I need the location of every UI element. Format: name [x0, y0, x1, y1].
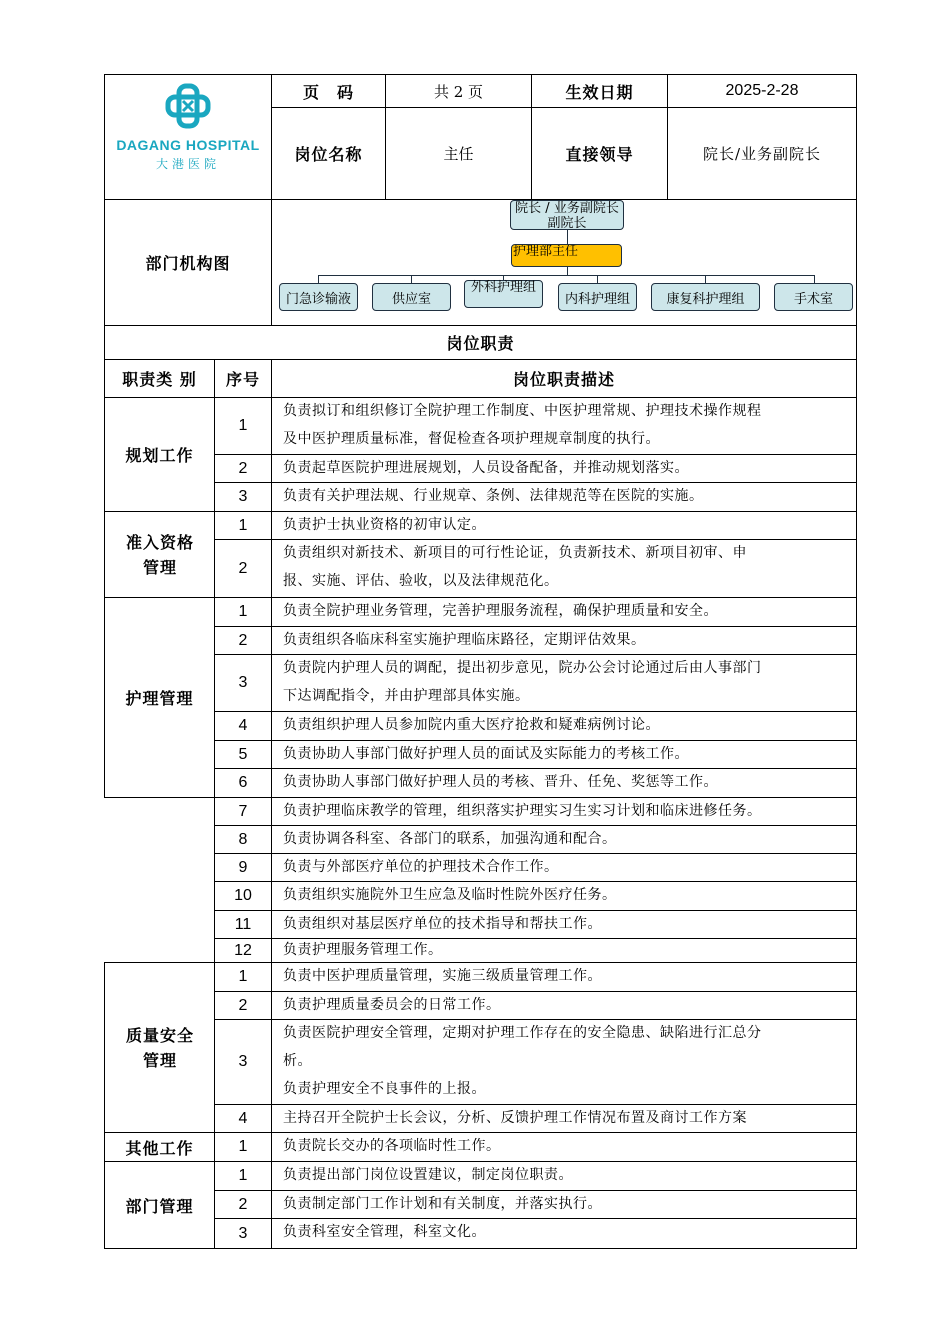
row-seq: 11	[234, 915, 252, 933]
org-chart-label: 部门机构图	[145, 254, 231, 273]
category-other: 其他工作	[125, 1138, 194, 1158]
org-unit-supply: 供应室	[372, 283, 451, 311]
row-seq: 1	[238, 417, 248, 434]
row-description: 负责制定部门工作计划和有关制度，并落实执行。	[283, 1196, 602, 1212]
row-description: 负责与外部医疗单位的护理技术合作工作。	[283, 859, 559, 875]
row-seq: 9	[238, 858, 248, 876]
row-seq: 10	[234, 887, 252, 904]
row-description: 负责全院护理业务管理，完善护理服务流程，确保护理质量和安全。	[283, 603, 718, 619]
category-access-label: 准入资格管理	[125, 532, 194, 577]
row-description: 负责协助人事部门做好护理人员的面试及实际能力的考核工作。	[283, 746, 689, 762]
org-unit-operating-room: 手术室	[774, 283, 853, 311]
row-description-line: 负责拟订和组织修订全院护理工作制度、中医护理常规、护理技术操作规程	[283, 403, 762, 419]
row-description: 负责组织实施院外卫生应急及临时性院外医疗任务。	[283, 887, 617, 903]
row-description	[283, 1019, 851, 1103]
row-description: 负责护理服务管理工作。	[283, 942, 443, 958]
row-description	[283, 539, 851, 595]
column-description: 岗位职责描述	[512, 370, 615, 389]
category-planning: 规划工作	[125, 446, 194, 465]
row-description: 负责有关护理法规、行业规章、条例、法律规范等在医院的实施。	[283, 488, 704, 504]
row-description: 负责中医护理质量管理，实施三级质量管理工作。	[283, 968, 602, 984]
row-seq: 1	[238, 1167, 248, 1184]
hospital-cross-icon	[165, 83, 211, 129]
row-description: 负责护理临床教学的管理，组织落实护理实习生实习计划和临床进修任务。	[283, 803, 762, 819]
hospital-logo	[110, 80, 266, 192]
row-description	[283, 654, 851, 710]
row-description: 负责协调各科室、各部门的联系，加强沟通和配合。	[283, 831, 617, 847]
position-name-label: 岗位名称	[294, 145, 363, 164]
row-seq: 2	[238, 459, 248, 477]
category-quality-label: 质量安全管理	[125, 1025, 194, 1070]
row-seq: 1	[238, 968, 248, 985]
row-seq: 1	[238, 1138, 248, 1155]
category-nursing: 护理管理	[125, 689, 194, 708]
duties-title: 岗位职责	[446, 334, 515, 353]
row-description: 负责组织对基层医疗单位的技术指导和帮扶工作。	[283, 916, 602, 932]
row-description: 负责院长交办的各项临时性工作。	[283, 1138, 501, 1154]
row-description-line: 负责组织对新技术、新项目的可行性论证，负责新技术、新项目初审、申	[283, 545, 747, 561]
row-seq: 2	[238, 631, 248, 649]
category-dept: 部门管理	[125, 1196, 194, 1216]
direct-leader-value: 院长/业务副院长	[702, 145, 822, 163]
row-seq: 3	[238, 674, 248, 691]
row-seq: 2	[238, 996, 248, 1014]
effective-date-label: 生效日期	[565, 82, 634, 102]
row-seq: 2	[238, 559, 248, 577]
row-description-line: 负责医院护理安全管理，定期对护理工作存在的安全隐患、缺陷进行汇总分	[283, 1025, 762, 1041]
row-description: 负责协助人事部门做好护理人员的考核、晋升、任免、奖惩等工作。	[283, 774, 718, 790]
org-unit-surgery-nursing	[464, 280, 543, 308]
row-seq: 1	[238, 603, 248, 620]
row-description: 负责组织各临床科室实施护理临床路径，定期评估效果。	[283, 632, 646, 648]
row-description: 负责提出部门岗位设置建议，制定岗位职责。	[283, 1167, 573, 1183]
row-seq: 7	[238, 802, 248, 820]
row-description	[283, 397, 851, 453]
row-seq: 4	[238, 1109, 248, 1127]
org-unit-emergency: 门急诊输液	[279, 283, 358, 311]
org-unit-internal-nursing: 内科护理组	[558, 283, 637, 311]
page-value: 共 2 页	[433, 82, 484, 101]
logo-name-en: DAGANG HOSPITAL	[116, 137, 260, 153]
category-access	[118, 512, 202, 597]
row-seq: 3	[238, 1053, 248, 1070]
row-description: 负责组织护理人员参加院内重大医疗抢救和疑难病例讨论。	[283, 717, 660, 733]
org-node-director	[510, 200, 624, 230]
org-node-director-label: 院长 / 业务副院长副院长	[515, 201, 619, 230]
row-description: 负责起草医院护理进展规划，人员设备配备，并推动规划落实。	[283, 460, 689, 476]
category-quality	[118, 963, 202, 1132]
row-description-line: 负责护理安全不良事件的上报。	[283, 1081, 486, 1097]
row-description: 负责护理质量委员会的日常工作。	[283, 997, 501, 1013]
org-unit-rehab-nursing: 康复科护理组	[651, 283, 760, 311]
column-category: 职责类 别	[122, 370, 197, 389]
logo-name-cn: 大港医院	[155, 157, 220, 171]
org-node-nursing-head	[511, 244, 622, 267]
effective-date-value: 2025-2-28	[725, 82, 799, 99]
row-description-line: 下达调配指令，并由护理部具体实施。	[283, 688, 530, 704]
row-description-line: 负责院内护理人员的调配，提出初步意见，院办公会讨论通过后由人事部门	[283, 660, 762, 676]
row-seq: 2	[238, 1195, 248, 1213]
row-description-line: 析。	[283, 1053, 312, 1069]
row-seq: 3	[238, 488, 248, 505]
page-label: 页 码	[302, 82, 354, 102]
row-description-line: 及中医护理质量标准，督促检查各项护理规章制度的执行。	[283, 431, 660, 447]
position-name-value: 主任	[443, 145, 474, 163]
direct-leader-label: 直接领导	[565, 145, 634, 164]
row-seq: 5	[238, 745, 248, 763]
row-seq: 8	[238, 830, 248, 848]
row-seq: 3	[238, 1224, 248, 1242]
row-seq: 6	[238, 774, 248, 791]
org-unit-surgery-nursing-label: 外科护理组	[470, 280, 536, 295]
row-seq: 1	[238, 516, 248, 534]
row-seq: 4	[238, 717, 248, 734]
row-description: 主持召开全院护士长会议，分析、反馈护理工作情况布置及商讨工作方案	[283, 1110, 747, 1126]
row-description: 负责科室安全管理，科室文化。	[283, 1224, 486, 1240]
org-node-nursing-head-label: 护理部主任	[513, 244, 579, 259]
column-seq: 序号	[225, 370, 260, 389]
row-description: 负责护士执业资格的初审认定。	[283, 517, 486, 533]
row-seq: 12	[234, 941, 252, 959]
row-description-line: 报、实施、评估、验收，以及法律规范化。	[283, 573, 559, 589]
